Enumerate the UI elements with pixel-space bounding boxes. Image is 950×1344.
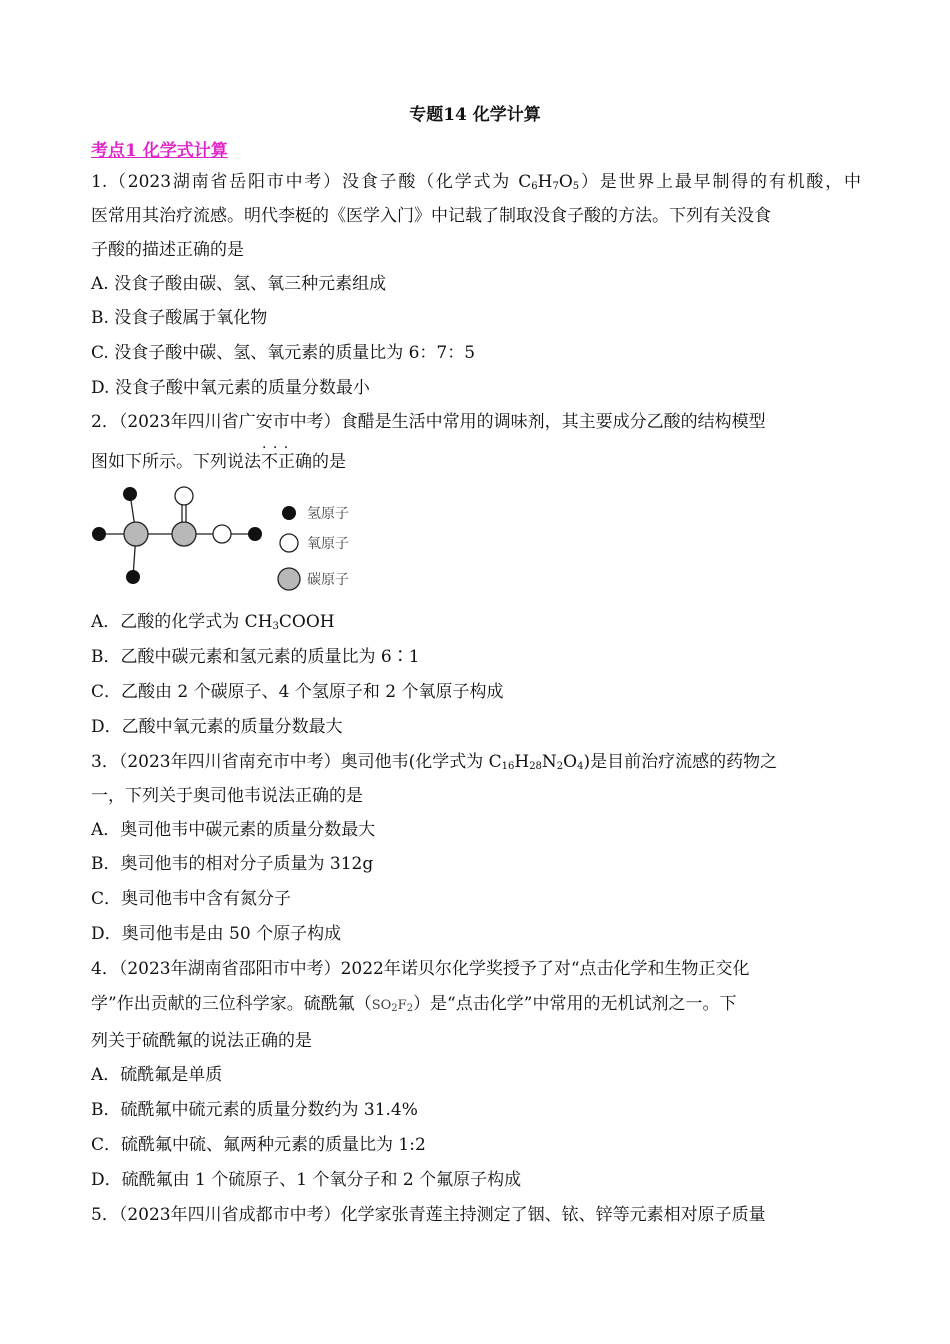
q4-stem-line1: 4．（2023年湖南省邵阳市中考）2022年诺贝尔化学奖授予了对“点击化学和生物正交化 (91, 959, 750, 979)
q1-stem-line2: 医常用其治疗流感。明代李梃的《医学入门》中记载了制取没食子酸的方法。下列有关没食 (91, 206, 771, 226)
q1-option-a: A. 没食子酸由碳、氢、氧三种元素组成 (91, 274, 387, 294)
q3-stem-line2: 一，下列关于奥司他韦说法正确的是 (91, 786, 363, 806)
q4-option-c: C．硫酰氟中硫、氟两种元素的质量比为 1:2 (91, 1135, 426, 1155)
legend-hydrogen-label: 氢原子 (307, 506, 349, 522)
legend-carbon-label: 碳原子 (307, 572, 349, 588)
carbon-atom (172, 522, 196, 546)
acetic-acid-structure-model (85, 482, 375, 592)
legend-oxygen-label: 氧原子 (307, 536, 349, 552)
q1-option-c: C. 没食子酸中碳、氢、氧元素的质量比为 6：7：5 (91, 343, 476, 363)
q2-stem-line1: 2．（2023年四川省广安市中考）食醋是生活中常用的调味剂，其主要成分乙酸的结构模型 (91, 412, 766, 432)
q2-stem-line2: 图如下所示。下列说法· · · 不正确的是 (91, 451, 346, 473)
page-title: 专题14 化学计算 (409, 105, 541, 125)
q2-option-c: C．乙酸由 2 个碳原子、4 个氢原子和 2 个氧原子构成 (91, 682, 504, 702)
legend-carbon-icon (278, 568, 300, 590)
q1-option-d: D. 没食子酸中氧元素的质量分数最小 (91, 378, 370, 398)
q2-option-b: B．乙酸中碳元素和氢元素的质量比为 6∶1 (91, 647, 420, 667)
q4-stem-line3: 列关于硫酰氟的说法正确的是 (91, 1031, 312, 1051)
q4-stem-line2: 学”作出贡献的三位科学家。硫酰氟$(SO_2F_2)$是“点击化学”中常用的无机试剂之一。下 (91, 994, 737, 1014)
q5-stem-line1: 5．（2023年四川省成都市中考）化学家张青莲主持测定了铟、铱、锌等元素相对原子质量 (91, 1205, 766, 1225)
hydrogen-atom (126, 570, 140, 584)
legend-oxygen-icon (280, 534, 298, 552)
q3-option-b: B．奥司他韦的相对分子质量为 312g (91, 854, 374, 874)
q1-stem-line3: 子酸的描述正确的是 (91, 240, 244, 260)
legend-hydrogen-icon (282, 506, 296, 520)
q4-option-a: A．硫酰氟是单质 (91, 1065, 223, 1085)
section-heading: 考点1 化学式计算 (91, 141, 228, 161)
oxygen-atom (175, 487, 193, 505)
q3-option-c: C．奥司他韦中含有氮分子 (91, 889, 292, 909)
sulfuryl-fluoride-formula: $SO_2F_2$ (371, 998, 414, 1014)
q3-option-d: D．奥司他韦是由 50 个原子构成 (91, 924, 342, 944)
q4-option-b: B．硫酰氟中硫元素的质量分数约为 31.4% (91, 1100, 418, 1120)
q3-stem-line1: 3．（2023年四川省南充市中考）奥司他韦(化学式为 $C_{16}H_{28}N_2O_4$)是目前治疗流感的药物之 (91, 752, 778, 772)
oxygen-atom (213, 525, 231, 543)
q3-option-a: A．奥司他韦中碳元素的质量分数最大 (91, 820, 376, 840)
hydrogen-atom (248, 527, 262, 541)
carbon-atom (124, 522, 148, 546)
q4-option-d: D．硫酰氟由 1 个硫原子、1 个氧分子和 2 个氟原子构成 (91, 1170, 522, 1190)
q1-stem-line1: 1.（2023湖南省岳阳市中考）没食子酸（化学式为 $C_6H_7O_5$）是世界上最早制得的有机酸，中 (91, 172, 861, 192)
hydrogen-atom (123, 487, 137, 501)
hydrogen-atom (92, 527, 106, 541)
q2-option-a: A．乙酸的化学式为 $CH_3COOH$ (91, 612, 335, 632)
q2-option-d: D．乙酸中氧元素的质量分数最大 (91, 717, 343, 737)
emphasis-not-correct: · · · 不正确 (261, 452, 312, 472)
q1-option-b: B. 没食子酸属于氧化物 (91, 308, 268, 328)
